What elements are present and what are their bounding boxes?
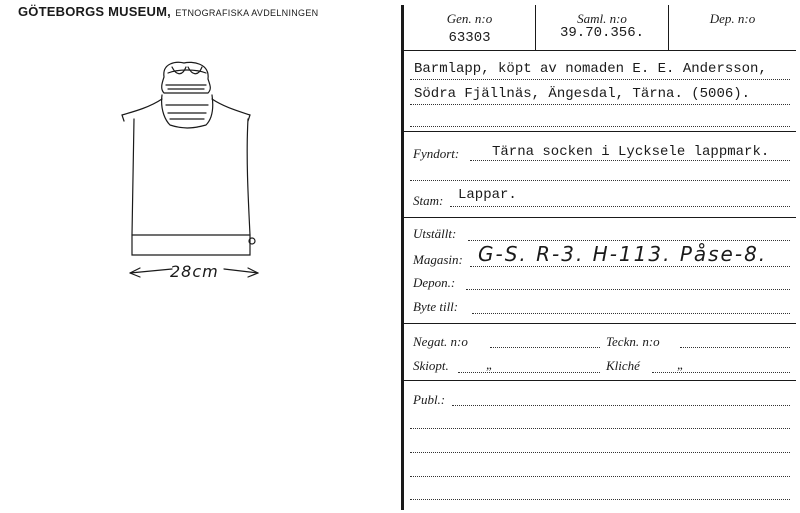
section-divider [404, 131, 796, 132]
ruled-line [410, 126, 790, 127]
publ-label: Publ.: [413, 392, 446, 407]
card-left-border [401, 5, 404, 510]
gen-label: Gen. n:o [446, 11, 493, 26]
museum-name: GÖTEBORGS MUSEUM, [18, 4, 171, 19]
ruled-line [470, 160, 790, 161]
ruled-line [468, 240, 790, 241]
magasin-value: G-S. R-3. H-113. Påse-8. [478, 242, 768, 266]
fyndort-value: Tärna socken i Lycksele lappmark. [492, 144, 770, 160]
byte-label: Byte till: [413, 299, 459, 314]
ruled-line [452, 405, 790, 406]
saml-value: 39.70.356. [559, 25, 644, 41]
description-line-1: Barmlapp, köpt av nomaden E. E. Andersson, [414, 61, 767, 77]
kliche-ditto: „ [677, 357, 685, 372]
top-fields-divider [404, 50, 796, 51]
kliche-label: Kliché [606, 358, 640, 373]
ruled-line [472, 313, 790, 314]
ruled-line [458, 372, 600, 373]
object-sketch [120, 55, 270, 290]
dep-label: Dep. n:o [709, 11, 756, 26]
ruled-line [490, 347, 600, 348]
saml-label: Saml. n:o [577, 11, 627, 26]
ruled-line [470, 266, 790, 267]
stam-label: Stam: [413, 193, 444, 208]
depon-label: Depon.: [413, 275, 456, 290]
ruled-line [680, 347, 790, 348]
ruled-line [652, 372, 790, 373]
gen-value: 63303 [448, 30, 491, 46]
ruled-line [450, 206, 790, 207]
ruled-line [410, 452, 790, 453]
dimension-label: 28cm [170, 262, 219, 281]
fyndort-label: Fyndort: [413, 146, 460, 161]
section-divider [404, 323, 796, 324]
department-name: ETNOGRAFISKA AVDELNINGEN [175, 8, 319, 18]
section-divider [404, 217, 796, 218]
utstallt-label: Utställt: [413, 226, 457, 241]
ruled-line [410, 180, 790, 181]
stam-value: Lappar. [458, 187, 517, 203]
magasin-label: Magasin: [413, 252, 463, 267]
section-divider [404, 380, 796, 381]
description-line-2: Södra Fjällnäs, Ängesdal, Tärna. (5006). [414, 86, 751, 102]
ruled-line [410, 79, 790, 80]
ruled-line [410, 499, 790, 500]
negat-label: Negat. n:o [413, 334, 468, 349]
skiopt-label: Skiopt. [413, 358, 449, 373]
teckn-label: Teckn. n:o [606, 334, 660, 349]
skiopt-ditto: „ [486, 357, 494, 372]
ruled-line [410, 104, 790, 105]
museum-header [18, 3, 318, 21]
ruled-line [466, 289, 790, 290]
ruled-line [410, 476, 790, 477]
ruled-line [410, 428, 790, 429]
